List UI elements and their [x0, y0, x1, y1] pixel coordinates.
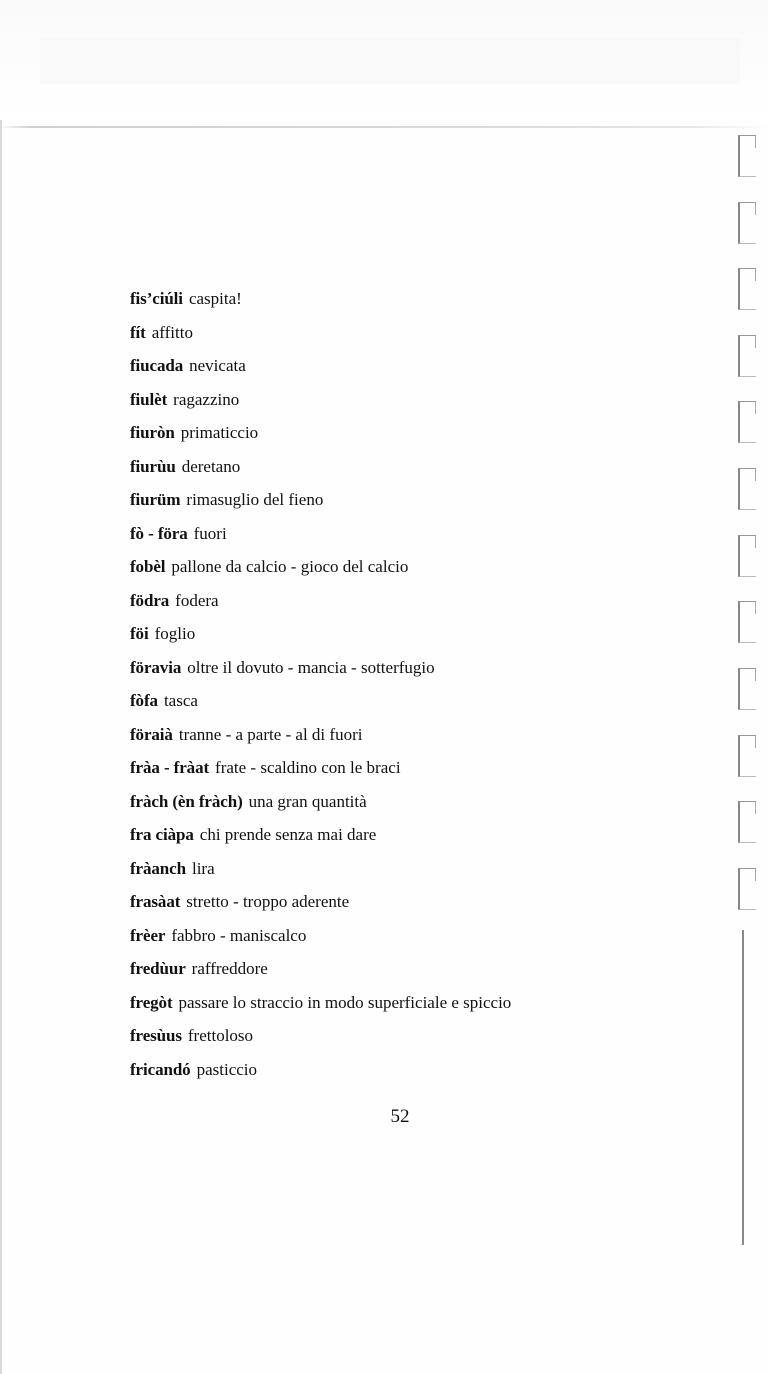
glossary-entry [130, 688, 710, 722]
entry-term: fobèl [130, 557, 166, 576]
index-tab [738, 801, 756, 843]
entry-definition: deretano [181, 456, 241, 476]
glossary-entry [130, 588, 710, 622]
entry-definition: fuori [193, 523, 227, 543]
entry-definition: ragazzino [173, 389, 240, 409]
glossary-entry [130, 1023, 710, 1057]
bleed-through-band [40, 38, 740, 84]
entry-definition: lira [191, 858, 215, 878]
entry-term: fít [130, 322, 146, 342]
entry-definition: pallone da calcio - gioco del calcio [171, 557, 409, 576]
entry-term: fresùus [130, 1026, 182, 1045]
glossary-entry [130, 554, 710, 588]
entry-term: föravia [130, 657, 182, 677]
entry-definition: chi prende senza mai dare [199, 825, 377, 844]
index-edge-line [742, 1000, 744, 1070]
glossary-entry [130, 420, 710, 454]
index-edge-line [742, 1175, 744, 1245]
page-left-edge [0, 0, 2, 1374]
entry-definition: primaticcio [180, 423, 259, 442]
entry-term: fredùur [130, 959, 186, 978]
index-tab [738, 868, 756, 910]
entry-definition: caspita! [188, 289, 242, 308]
entry-definition: fodera [175, 590, 219, 610]
glossary-entry [130, 722, 710, 756]
entry-definition: pasticcio [196, 1059, 258, 1079]
entry-definition: affitto [151, 322, 193, 342]
index-edge-line [742, 1065, 744, 1135]
header-rule [0, 126, 768, 128]
glossary-entry [130, 923, 710, 957]
entry-term: fregòt [130, 992, 173, 1012]
entry-definition: rimasuglio del fieno [186, 490, 324, 509]
entry-term: föraià [130, 724, 173, 744]
index-edge-line [742, 930, 744, 1000]
entry-term: föi [130, 624, 149, 643]
entry-term: fràa - fràat [130, 758, 210, 777]
glossary-entry [130, 1057, 710, 1091]
glossary-entry [130, 856, 710, 890]
entry-definition: raffreddore [191, 959, 268, 978]
entry-term: fràch (èn fràch) [130, 791, 243, 811]
entry-definition: frettoloso [187, 1026, 254, 1045]
thumb-index-edge [738, 135, 762, 1245]
glossary-entry [130, 320, 710, 354]
glossary-entry [130, 655, 710, 689]
entry-definition: tranne - a parte - al di fuori [178, 724, 363, 744]
entry-definition: foglio [154, 624, 196, 643]
entry-term: fiuròn [130, 423, 175, 442]
entry-term: fiulèt [130, 389, 168, 409]
entry-term: fiurùu [130, 456, 176, 476]
index-tab [738, 268, 756, 310]
entry-term: frèer [130, 925, 166, 945]
index-tab [738, 601, 756, 643]
glossary-entry [130, 387, 710, 421]
index-tab [738, 202, 756, 244]
glossary-entry [130, 353, 710, 387]
glossary-entry [130, 889, 710, 923]
entry-definition: frate - scaldino con le braci [215, 758, 401, 777]
entry-definition: fabbro - maniscalco [171, 925, 307, 945]
entry-definition: tasca [163, 691, 198, 710]
index-tab [738, 735, 756, 777]
glossary-entry [130, 621, 710, 655]
entry-term: fis’ciúli [130, 289, 183, 308]
entry-term: fricandó [130, 1059, 191, 1079]
entry-term: fràanch [130, 858, 186, 878]
glossary-entry [130, 454, 710, 488]
glossary-entry [130, 487, 710, 521]
entry-definition: una gran quantità [248, 791, 367, 811]
glossary-entry [130, 990, 710, 1024]
entry-term: fiucada [130, 356, 184, 375]
index-tab [738, 335, 756, 377]
index-tab [738, 668, 756, 710]
entry-definition: nevicata [189, 356, 246, 375]
entry-term: fòfa [130, 691, 158, 710]
entry-term: fò - föra [130, 523, 188, 543]
glossary-entry [130, 521, 710, 555]
entry-definition: oltre il dovuto - mancia - sotterfugio [187, 657, 435, 677]
entry-term: fra ciàpa [130, 825, 194, 844]
glossary-entry [130, 822, 710, 856]
index-tab [738, 401, 756, 443]
entry-term: fiurüm [130, 490, 181, 509]
glossary-list [130, 286, 710, 1090]
page-number: 52 [390, 1106, 410, 1127]
index-tab [738, 135, 756, 177]
index-tab [738, 535, 756, 577]
glossary-entry [130, 956, 710, 990]
index-tab [738, 468, 756, 510]
entry-definition: passare lo straccio in modo superficiale e spiccio [178, 992, 512, 1012]
glossary-entry [130, 789, 710, 823]
entry-definition: stretto - troppo aderente [186, 892, 350, 911]
glossary-entry [130, 755, 710, 789]
entry-term: födra [130, 590, 170, 610]
entry-term: frasàat [130, 892, 181, 911]
glossary-entry [130, 286, 710, 320]
